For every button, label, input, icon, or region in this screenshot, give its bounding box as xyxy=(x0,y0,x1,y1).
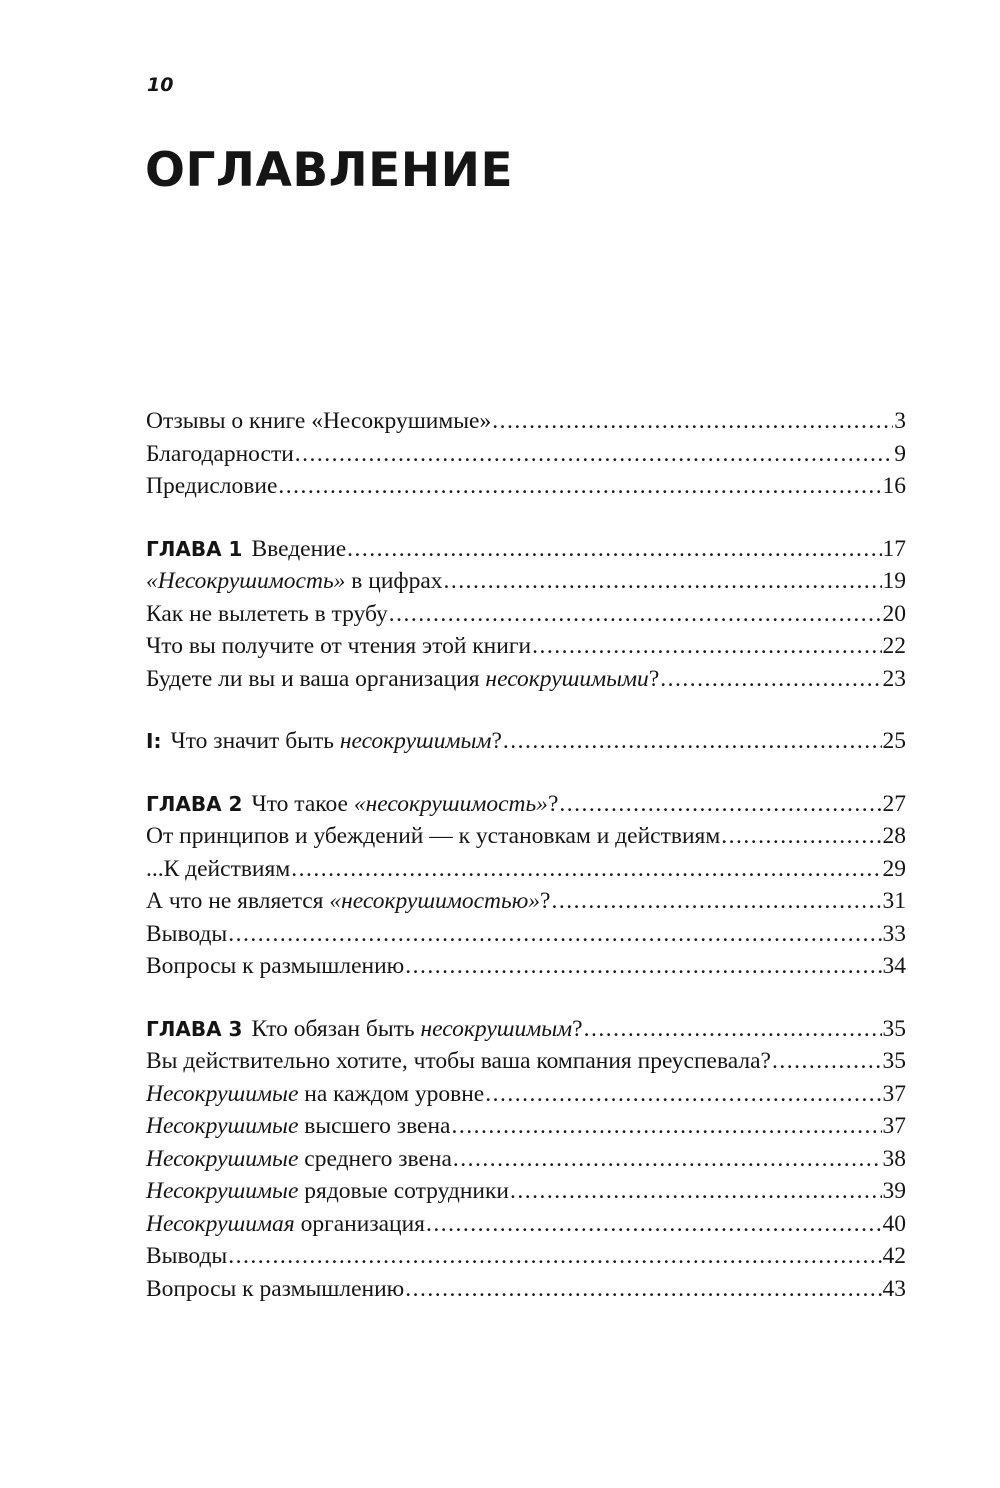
dot-leader xyxy=(503,725,882,758)
toc-page-number: 17 xyxy=(882,535,906,562)
toc-entry-title xyxy=(146,1240,227,1273)
toc-title-segment: Благодарности xyxy=(146,440,294,467)
toc-page-number: 37 xyxy=(882,1113,906,1139)
dot-leader xyxy=(405,1273,881,1306)
toc-entry-title xyxy=(146,885,550,918)
toc-title-segment: «несокрушимостью» xyxy=(329,888,541,914)
toc-title-segment: ? xyxy=(648,665,660,692)
toc-entry-title xyxy=(146,470,277,503)
dot-leader xyxy=(660,663,881,696)
toc-entry[interactable] xyxy=(146,1208,906,1241)
toc-title-segment: несокрушимым xyxy=(339,728,492,754)
toc-title-segment: в цифрах xyxy=(345,568,443,594)
toc-entry-title xyxy=(146,663,659,696)
toc-title-segment: Что вы получите от чтения этой книги xyxy=(146,633,532,659)
toc-entry-title xyxy=(146,1013,583,1046)
toc-page-number: 35 xyxy=(882,1015,906,1042)
toc-entry-title xyxy=(146,820,720,853)
dot-leader xyxy=(389,598,882,631)
toc-entry-title xyxy=(146,918,227,951)
toc-title-segment: ? xyxy=(491,728,502,754)
toc-title-segment: Несокрушимые xyxy=(146,1145,299,1172)
toc-title-segment: среднего звена xyxy=(298,1145,452,1172)
chapter-label: ГЛАВА 2 xyxy=(146,791,243,816)
dot-leader xyxy=(551,885,881,918)
dot-leader xyxy=(347,533,881,566)
dot-leader xyxy=(453,1143,882,1176)
toc-page-number: 38 xyxy=(882,1145,906,1172)
toc-page-number: 40 xyxy=(882,1210,906,1237)
toc-title-segment: на каждом уровне xyxy=(298,1080,485,1107)
toc-title-segment: «несокрушимость» xyxy=(353,790,548,817)
dot-leader xyxy=(510,1175,882,1208)
toc-entry[interactable] xyxy=(146,1013,906,1046)
toc-entry[interactable] xyxy=(146,820,906,853)
toc-entry[interactable] xyxy=(146,438,906,471)
toc-title-segment: высшего звена xyxy=(298,1113,451,1139)
toc-entry-title xyxy=(146,788,558,821)
toc-page-number: 39 xyxy=(882,1178,906,1204)
toc-title-segment: Вы действительно хотите, чтобы ваша компания преуспевала? xyxy=(146,1048,771,1074)
toc-group xyxy=(146,533,906,696)
dot-leader xyxy=(584,1013,882,1046)
toc-entry[interactable] xyxy=(146,630,906,663)
toc-entry-title xyxy=(146,950,404,983)
dot-leader xyxy=(295,438,893,471)
table-of-contents xyxy=(146,405,906,1335)
toc-title-segment: ? xyxy=(572,1015,583,1042)
dot-leader xyxy=(492,405,893,438)
toc-entry-title xyxy=(146,565,443,598)
toc-entry-title xyxy=(146,1110,450,1143)
toc-entry[interactable] xyxy=(146,663,906,696)
dot-leader xyxy=(228,1240,881,1273)
toc-page-number: 29 xyxy=(882,855,906,882)
toc-entry-title xyxy=(146,533,346,566)
toc-page-number: 19 xyxy=(882,568,906,594)
toc-title-segment: Несокрушимые xyxy=(146,1178,299,1204)
dot-leader xyxy=(444,565,882,598)
toc-entry-title xyxy=(146,1273,404,1306)
toc-title-segment: рядовые сотрудники xyxy=(298,1178,509,1204)
toc-entry[interactable] xyxy=(146,1110,906,1143)
toc-title-segment: Выводы xyxy=(146,920,228,947)
toc-entry-title xyxy=(146,1078,484,1111)
toc-entry[interactable] xyxy=(146,918,906,951)
toc-title-segment: Кто обязан быть xyxy=(251,1015,421,1042)
toc-entry[interactable] xyxy=(146,405,906,438)
toc-page-number: 23 xyxy=(882,665,906,692)
dot-leader xyxy=(532,630,881,663)
toc-page-number: 16 xyxy=(882,473,906,499)
toc-entry[interactable] xyxy=(146,1143,906,1176)
toc-title-segment: Будете ли вы и ваша организация xyxy=(146,665,486,692)
toc-title-segment: «Несокрушимость» xyxy=(146,568,346,594)
dot-leader xyxy=(426,1208,882,1241)
toc-title-segment: От принципов и убеждений — к установкам и действиям xyxy=(146,823,721,849)
toc-title-segment: Вопросы к размышлению xyxy=(146,953,405,979)
toc-page-number: 20 xyxy=(882,600,906,627)
toc-title-segment: Что значит быть xyxy=(170,728,340,754)
toc-title-segment: Вопросы к размышлению xyxy=(146,1275,405,1302)
toc-page-number: 28 xyxy=(882,823,906,849)
toc-title-segment: Как не вылететь в трубу xyxy=(146,600,388,627)
toc-entry-title xyxy=(146,1143,452,1176)
toc-page-number: 22 xyxy=(882,633,906,659)
toc-entry[interactable] xyxy=(146,725,906,758)
toc-page-number: 25 xyxy=(882,728,906,754)
toc-entry[interactable] xyxy=(146,950,906,983)
toc-page-number: 31 xyxy=(882,888,906,914)
toc-page-number: 33 xyxy=(882,920,906,947)
chapter-label: ГЛАВА 3 xyxy=(146,1016,243,1041)
toc-group xyxy=(146,405,906,503)
page-title: ОГЛАВЛЕНИЕ xyxy=(145,143,514,198)
dot-leader xyxy=(405,950,881,983)
toc-title-segment: ? xyxy=(547,790,559,817)
dot-leader xyxy=(228,918,881,951)
dot-leader xyxy=(485,1078,881,1111)
toc-entry[interactable] xyxy=(146,885,906,918)
toc-entry-title xyxy=(146,598,388,631)
toc-title-segment: Что такое xyxy=(251,790,354,817)
toc-group xyxy=(146,725,906,758)
toc-entry-title xyxy=(146,1208,425,1241)
toc-entry-title xyxy=(146,405,491,438)
toc-page-number: 34 xyxy=(882,953,906,979)
toc-group xyxy=(146,1013,906,1306)
toc-title-segment: Несокрушимые xyxy=(146,1080,299,1107)
toc-entry[interactable] xyxy=(146,533,906,566)
toc-title-segment: ? xyxy=(540,888,551,914)
toc-title-segment: Несокрушимая xyxy=(146,1210,295,1237)
toc-page-number: 35 xyxy=(882,1048,906,1074)
toc-title-segment: Введение xyxy=(251,535,347,562)
toc-page-number: 43 xyxy=(882,1275,906,1302)
dot-leader xyxy=(559,788,881,821)
toc-title-segment: несокрушимыми xyxy=(485,665,649,692)
toc-title-segment: А что не является xyxy=(146,888,330,914)
toc-entry[interactable] xyxy=(146,1175,906,1208)
toc-entry[interactable] xyxy=(146,788,906,821)
toc-entry-title xyxy=(146,1175,509,1208)
toc-title-segment: ...К действиям xyxy=(146,855,291,882)
toc-entry[interactable] xyxy=(146,853,906,886)
toc-title-segment: несокрушимым xyxy=(420,1015,573,1042)
toc-title-segment: Отзывы о книге «Несокрушимые» xyxy=(146,408,492,434)
toc-entry[interactable] xyxy=(146,565,906,598)
chapter-label: I: xyxy=(146,729,162,753)
toc-entry[interactable] xyxy=(146,1078,906,1111)
toc-entry[interactable] xyxy=(146,470,906,503)
toc-title-segment: Выводы xyxy=(146,1243,228,1269)
dot-leader xyxy=(451,1110,881,1143)
toc-entry[interactable] xyxy=(146,1273,906,1306)
toc-page-number: 3 xyxy=(894,408,906,434)
toc-entry[interactable] xyxy=(146,1045,906,1078)
toc-page-number: 27 xyxy=(882,790,906,817)
toc-entry[interactable] xyxy=(146,598,906,631)
dot-leader xyxy=(721,820,881,853)
toc-entry[interactable] xyxy=(146,1240,906,1273)
dot-leader xyxy=(278,470,881,503)
page-number: 10 xyxy=(147,74,174,96)
toc-entry-title xyxy=(146,630,531,663)
toc-page-number: 37 xyxy=(882,1080,906,1107)
toc-title-segment: Несокрушимые xyxy=(146,1113,299,1139)
toc-title-segment: Предисловие xyxy=(146,473,278,499)
toc-page-number: 9 xyxy=(894,440,906,467)
dot-leader xyxy=(291,853,881,886)
toc-entry-title xyxy=(146,853,290,886)
chapter-label: ГЛАВА 1 xyxy=(146,536,243,561)
toc-page-number: 42 xyxy=(882,1243,906,1269)
toc-entry-title xyxy=(146,1045,771,1078)
toc-entry-title xyxy=(146,725,502,758)
toc-group xyxy=(146,788,906,983)
toc-title-segment: организация xyxy=(294,1210,425,1237)
toc-entry-title xyxy=(146,438,294,471)
dot-leader xyxy=(772,1045,882,1078)
